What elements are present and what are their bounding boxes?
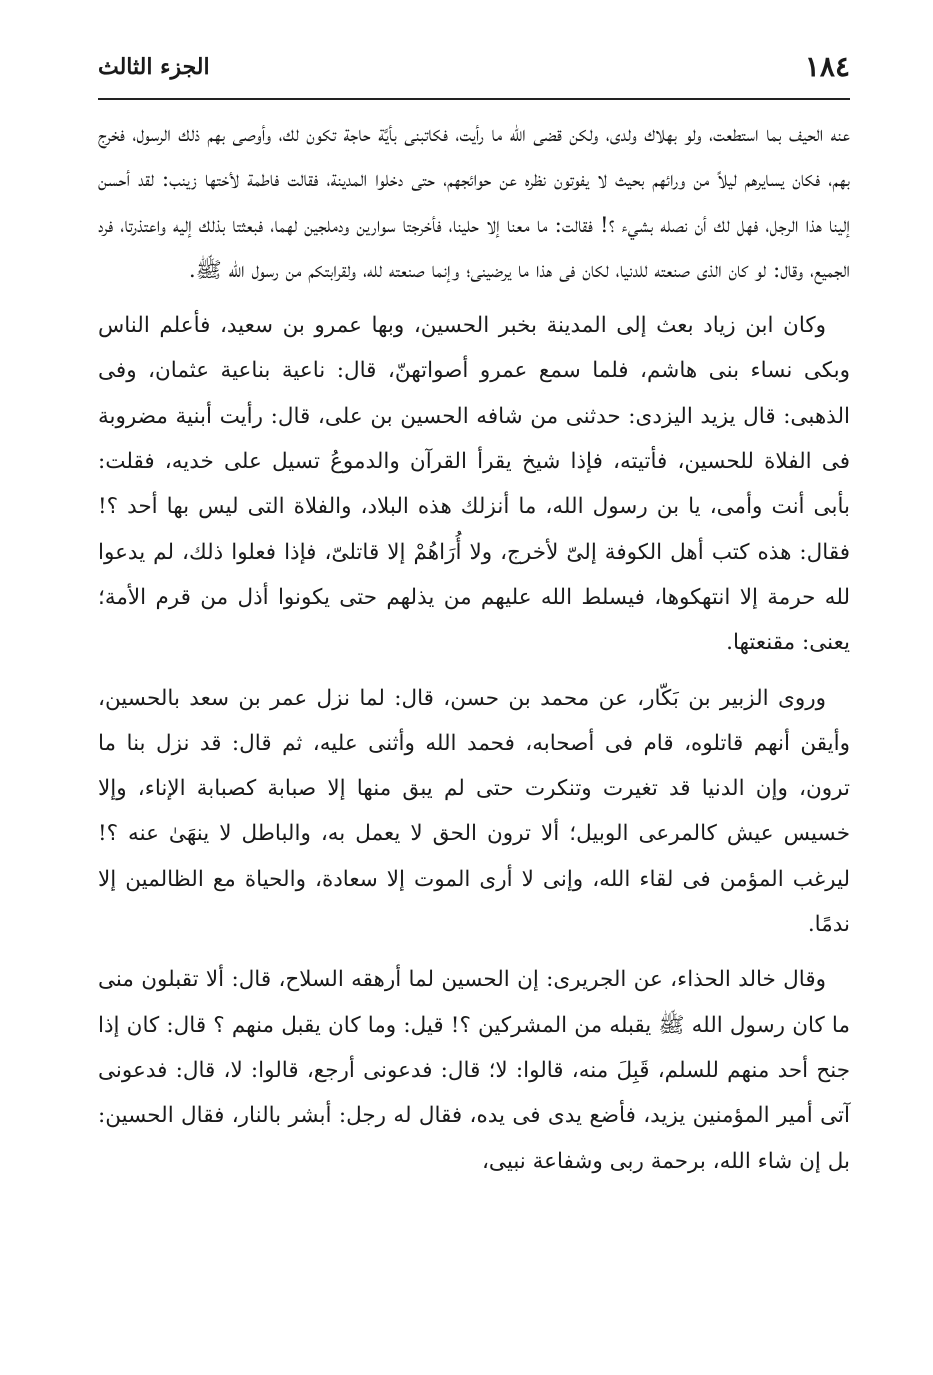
page-number: ١٨٤	[804, 50, 850, 83]
paragraph: وروى الزبير بن بَكّار، عن محمد بن حسن، قال: لما نزل عمر بن سعد بالحسين، وأيقن أنهم قاتلوه، قام فى أصحابه، فحمد الله وأثنى عليه، ثم قال: قد نزل بنا ما ترون، وإن الدنيا قد تغيرت وتنكرت حتى لم يبق منها إلا صبابة كصبابة الإناء، وإلا خسيس عيش كالمرعى الوبيل؛ ألا ترون الحق لا يعمل به، والباطل لا ينهَىٰ عنه ؟! ليرغب المؤمن فى لقاء الله، وإنى لا أرى الموت إلا سعادة، والحياة مع الظالمين إلا ندمًا.	[98, 685, 850, 938]
page-header	[98, 48, 850, 100]
running-title: الجزء الثالث	[98, 54, 210, 80]
body-text	[98, 112, 850, 1194]
paragraph: وقال خالد الحذاء، عن الجريرى: إن الحسين لما أرهقه السلاح، قال: ألا تقبلون منى ما كان رسول الله ﷺ يقبله من المشركين ؟! قيل: وما كان يقبل منهم ؟ قال: كان إذا جنح أحد منهم للسلم، قَبِلَ منه، قالوا: لا؛ قال: فدعونى أرجع، قالوا: لا، قال: فدعونى آتى أمير المؤمنين يزيد، فأضع يدى فى يده، فقال له رجل: أبشر بالنار، فقال الحسين: بل إن شاء الله، برحمة ربى وشفاعة نبيى،	[98, 967, 850, 1174]
paragraph: وكان ابن زياد بعث إلى المدينة بخبر الحسين، وبها عمرو بن سعيد، فأعلم الناس وبكى نساء بنى هاشم، فلما سمع عمرو أصواتهنّ، قال: ناعية بناعية عثمان، وفى الذهبى: قال يزيد اليزدى: حدثنى من شافه الحسين بن على، قال: رأيت أبنية مضروبة فى الفلاة للحسين، فأتيته، فإذا شيخ يقرأ القرآن والدموعُ تسيل على خديه، فقلت: بأبى أنت وأمى، يا بن رسول الله، ما أنزلك هذه البلاد، والفلاة التى ليس بها أحد ؟! فقال: هذه كتب أهل الكوفة إلىّ لأخرج، ولا أُرَاهُمْ إلا قاتلىّ، فإذا فعلوا ذلك، لم يدعوا لله حرمة إلا انتهكوها، فيسلط الله عليهم من يذلهم حتى يكونوا أذل من قرم الأمة؛ يعنى: مقنعتها.	[98, 313, 850, 656]
paragraph: عنه الحيف بما استطعت، ولو بهلاك ولدى، ولكن قضى الله ما رأيت، فكاتبنى بأيَّة حاجة تكون لك، وأوصى بهم ذلك الرسول، فخرج بهم، فكان يسايرهم ليلاً من ورائهم بحيث لا يفوتون نظره عن حوائجهم، حتى دخلوا المدينة، فقالت فاطمة لأختها زينب: لقد أحسن إلينا هذا الرجل، فهل لك أن نصله بشيء ؟! فقالت: ما معنا إلا حلينا، فأخرجتا سوارين ودملجين لهما، فبعثتا بذلك إليه واعتذرتا، فرد الجميع، وقال: لو كان الذى صنعته للدنيا، لكان فى هذا ما يرضينى؛ وإنما صنعته لله، ولقرابتكم من رسول الله ﷺ.	[98, 122, 850, 283]
